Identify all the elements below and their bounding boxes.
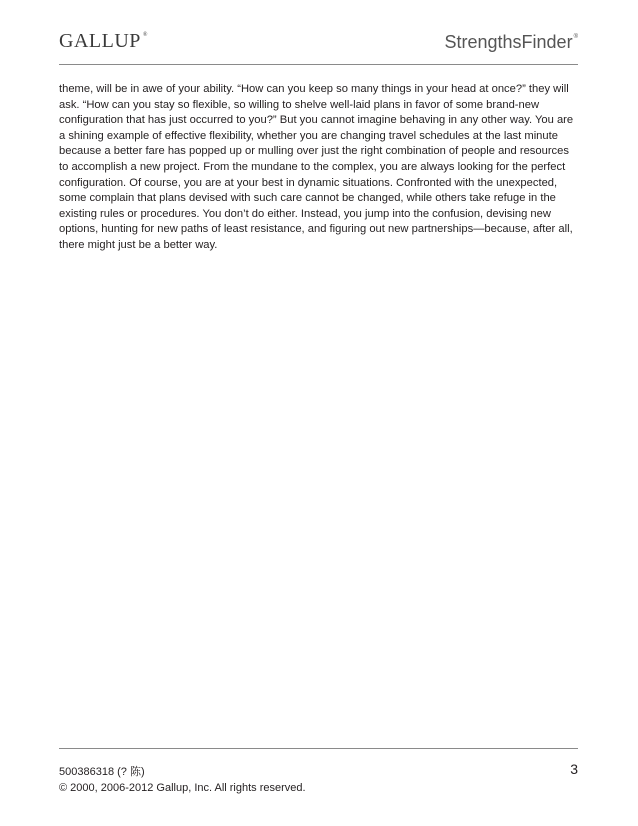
product-title-text: StrengthsFinder xyxy=(444,32,573,52)
body-paragraph: theme, will be in awe of your ability. “How can you keep so many things in your head at once?” they will ask. “How can you stay so flexible, so willing to shelve well-laid plans in favor of some brand-new configuration that has just occurred to you?” But you cannot imagine behaving in any other way. You are a shining example of effective flexibility, whether you are changing travel schedules at the last minute because a better fare has popped up or mulling over just the right combination of people and resources to accomplish a new project. From the mundane to the complex, you are always looking for the perfect configuration. Of course, you are at your best in dynamic situations. Confronted with the unexpected, some complain that plans devised with such care cannot be changed, while others take refuge in the existing rules or procedures. You don’t do either. Instead, you jump into the confusion, devising new options, hunting for new paths of least resistance, and figuring out new partnerships—because, after all, there might just be a better way. xyxy=(59,83,574,251)
footer-copyright: © 2000, 2006-2012 Gallup, Inc. All rights reserved. xyxy=(59,782,306,794)
header-divider xyxy=(59,64,578,65)
gallup-logo-text: GALLUP xyxy=(59,30,141,52)
page-header xyxy=(59,27,578,57)
product-registered-mark: ® xyxy=(573,34,578,40)
page-number: 3 xyxy=(570,761,578,777)
gallup-registered-mark: ® xyxy=(142,32,148,38)
page-footer xyxy=(59,761,578,796)
gallup-logo xyxy=(59,30,148,53)
footer-id-line: 500386318 (? 陈) xyxy=(59,766,145,778)
product-title xyxy=(445,32,579,53)
footer-divider xyxy=(59,748,578,749)
